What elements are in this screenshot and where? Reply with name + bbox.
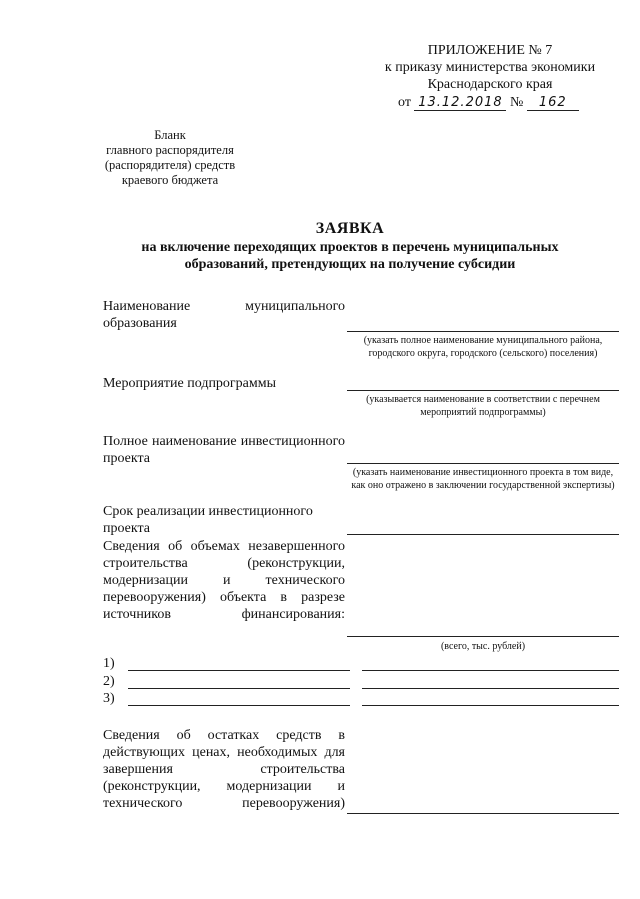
blank-block <box>95 128 245 188</box>
appendix-header <box>360 42 620 93</box>
blank-line: краевого бюджета <box>121 173 219 187</box>
volume-total-note: (всего, тыс. рублей) <box>440 641 526 652</box>
source-line-left <box>128 688 350 689</box>
date-prefix: от <box>398 95 411 110</box>
municipality-line <box>347 331 619 332</box>
blank-line: (распорядителя) средств <box>104 158 236 172</box>
term-label: Срок реализации инвестиционного проекта <box>103 504 313 536</box>
title-main: ЗАЯВКА <box>315 220 385 237</box>
order-date-value: 13.12.2018 <box>414 95 506 111</box>
project-label: Полное наименование инвестиционного проекта <box>103 434 345 466</box>
project-note: (указать наименование инвестиционного проекта в том виде, как оно отражено в заключении государственной экспертизы) <box>351 467 615 491</box>
order-date-line <box>398 95 579 111</box>
term-line <box>347 534 619 535</box>
title-sub-line: образований, претендующих на получение субсидии <box>184 257 516 272</box>
source-line-right <box>362 688 619 689</box>
remaining-line <box>347 813 619 814</box>
title-sub-line: на включение переходящих проектов в перечень муниципальных <box>141 240 559 255</box>
source-line-right <box>362 705 619 706</box>
remaining-label: Сведения об остатках средств в действующих ценах, необходимых для завершения строительства (реконструкции, модернизации и технического перевооружения) <box>103 728 345 811</box>
volume-label: Сведения об объемах незавершенного строительства (реконструкции, модернизации и технического перевооружения) объекта в разрезе источников финансирования: <box>103 539 345 622</box>
source-line-left <box>128 670 350 671</box>
municipality-label: Наименование муниципального образования <box>103 299 345 331</box>
appendix-line: Краснодарского края <box>427 77 553 92</box>
source-number: 3) <box>103 691 115 706</box>
order-number-value: 162 <box>527 95 579 111</box>
project-line <box>347 463 619 464</box>
document-title <box>100 220 600 273</box>
event-line <box>347 390 619 391</box>
appendix-line: ПРИЛОЖЕНИЕ № 7 <box>427 43 553 58</box>
source-line-right <box>362 670 619 671</box>
source-number: 1) <box>103 656 115 671</box>
municipality-note: (указать полное наименование муниципального района, городского округа, городского (сельского) поселения) <box>363 335 603 359</box>
event-label: Мероприятие подпрограммы <box>103 376 277 391</box>
number-prefix: № <box>509 95 524 110</box>
appendix-line: к приказу министерства экономики <box>384 60 596 75</box>
event-note: (указывается наименование в соответствии с перечнем мероприятий подпрограммы) <box>366 394 600 418</box>
blank-line: Бланк <box>154 128 186 142</box>
source-number: 2) <box>103 674 115 689</box>
source-line-left <box>128 705 350 706</box>
volume-total-line <box>347 636 619 637</box>
blank-line: главного распорядителя <box>106 143 234 157</box>
